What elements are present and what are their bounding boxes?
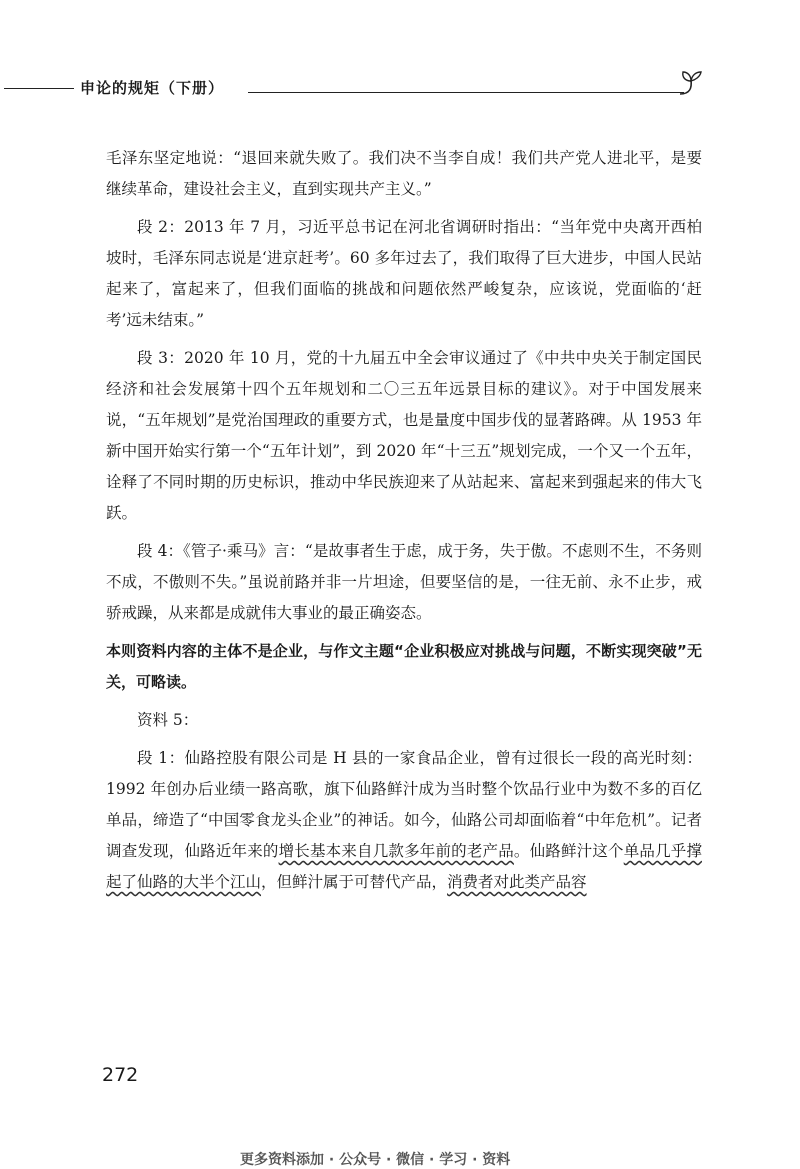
header-rule-left <box>4 88 74 89</box>
paragraph-material5-section-1 <box>106 743 702 898</box>
text-run: ，但鲜汁属于可替代产品， <box>261 873 448 891</box>
header-rule-right <box>248 92 684 93</box>
running-header <box>0 70 800 106</box>
text-run: 。仙路鲜汁这个 <box>513 842 624 860</box>
book-title: 申论的规矩（下册） <box>80 79 225 97</box>
paragraph-continuation: 毛泽东坚定地说：“退回来就失败了。我们决不当李自成！我们共产党人进北平，是要继续革命，建设社会主义，直到实现共产主义。” <box>106 149 702 198</box>
text-run: 段 1：仙路控股有限公司是 H 县的一家食品企业，曾有过很长一段的高光时刻：1992 年创办后业绩一路高歌，旗下仙路鲜汁成为当时整个饮品行业中为数不多的百亿单品，缔造了“中国零食龙头企业”的神话。如今，仙路公司却面临着“中年危机”。记者调查发现，仙路近年来的 <box>106 749 702 860</box>
paragraph-section-2: 段 2：2013 年 7 月，习近平总书记在河北省调研时指出：“当年党中央离开西柏坡时，毛泽东同志说是‘进京赶考’。60 多年过去了，我们取得了巨大进步，中国人民站起来了，富起来了，但我们面临的挑战和问题依然严峻复杂，应该说，党面临的‘赶考’远未结束。” <box>106 218 702 329</box>
page-number: 272 <box>102 1064 139 1086</box>
paragraph-section-4: 段 4：《管子·乘马》言：“是故事者生于虑，成于务，失于傲。不虑则不生，不务则不成，不傲则不失。”虽说前路并非一片坦途，但要坚信的是，一往无前、永不止步，戒骄戒躁，从来都是成就伟大事业的最正确姿态。 <box>106 542 702 622</box>
page-body <box>106 143 702 905</box>
underlined-phrase: 增长基本来自几款多年前的老产品 <box>278 842 514 860</box>
material-5-heading: 资料 5： <box>137 711 199 729</box>
underlined-phrase: 单品几乎撑起了仙路的大半个江山 <box>106 842 702 891</box>
paragraph-section-3: 段 3：2020 年 10 月，党的十九届五中全会审议通过了《中共中央关于制定国民经济和社会发展第十四个五年规划和二〇三五年远景目标的建议》。对于中国发展来说，“五年规划”是党治国理政的重要方式，也是量度中国步伐的显著路碑。从 1953 年新中国开始实行第一个“五年计划”，到 2020 年“十三五”规划完成，一个又一个五年，诠释了不同时期的历史标识，推动中华民族迎来了从站起来、富起来到强起来的伟大飞跃。 <box>106 349 702 522</box>
footer-watermark <box>240 1152 511 1169</box>
sprout-icon <box>676 70 706 98</box>
underlined-phrase: 消费者对此类产品容 <box>447 873 587 891</box>
footer-text: 更多资料添加 · 公众号 · 微信 · 学习 · 资料 <box>240 1152 511 1168</box>
reading-note: 本则资料内容的主体不是企业，与作文主题“企业积极应对挑战与问题，不断实现突破”无关，可略读。 <box>106 642 702 691</box>
